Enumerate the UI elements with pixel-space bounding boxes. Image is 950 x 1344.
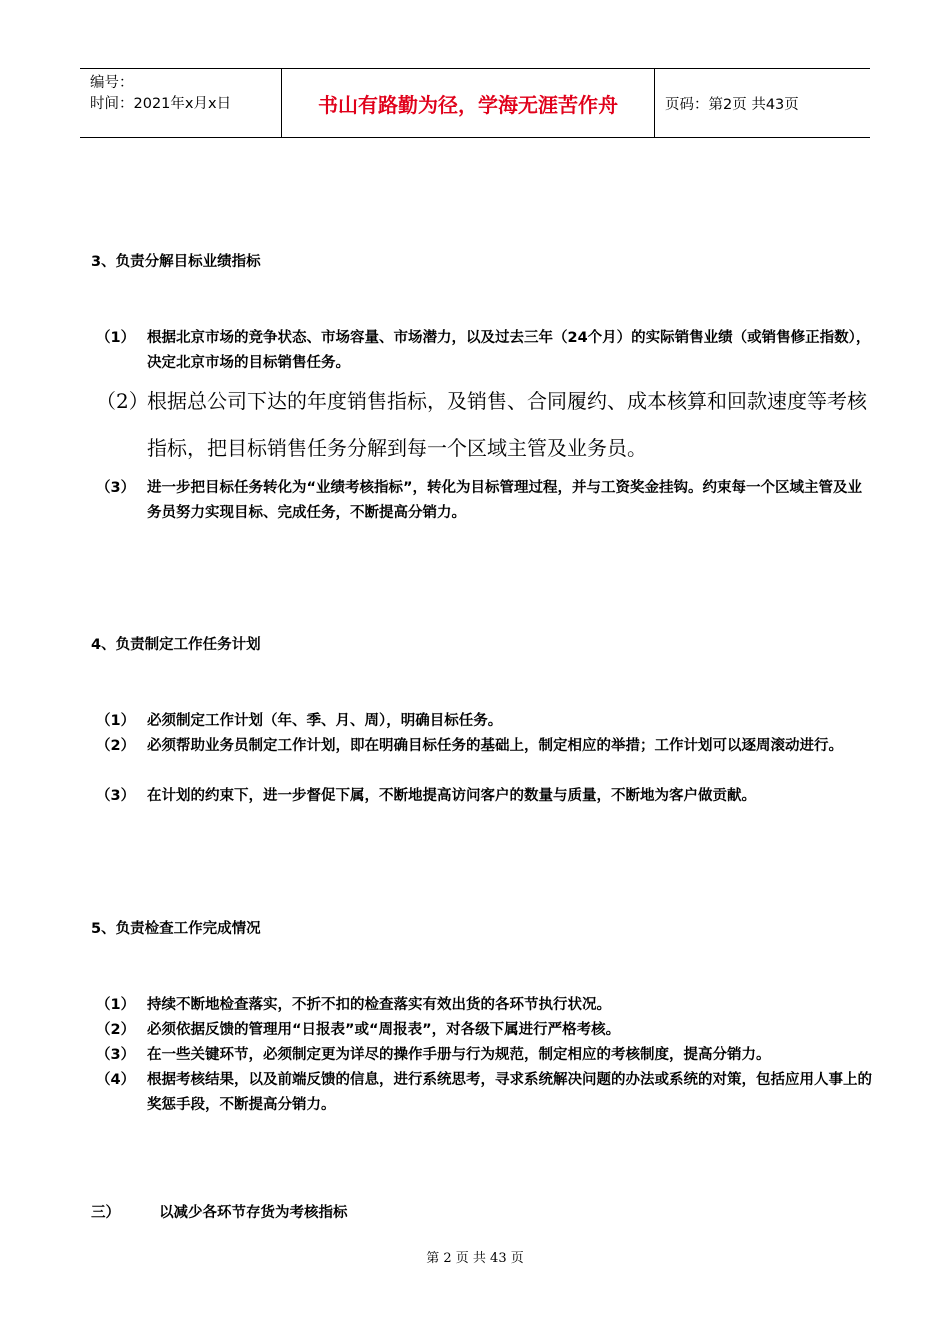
item-number: （2） [96,1022,136,1038]
list-item [96,1068,876,1118]
item-number: （1） [96,713,136,729]
page-header [80,68,870,138]
section-title: 5、负责检查工作完成情况 [91,921,261,937]
header-page-info: 页码：第2页 共43页 [665,96,799,113]
item-number: （1） [96,330,136,346]
header-time: 时间：2021年x月x日 [90,96,232,112]
item-number: （3） [96,788,136,804]
item-number: （3） [96,480,136,496]
header-meta [80,69,281,137]
section-number: 三） [91,1205,120,1221]
item-text: 必须帮助业务员制定工作计划，即在明确目标任务的基础上，制定相应的举措；工作计划可以逐周滚动进行。 [147,738,843,754]
page-footer: 第 2 页 共 43 页 [426,1251,524,1266]
list-item [96,326,876,376]
list-item [96,734,876,759]
header-number: 编号： [90,75,134,91]
list-item [96,1018,876,1043]
list-item [96,378,876,472]
item-text: 进一步把目标任务转化为“业绩考核指标”，转化为目标管理过程，并与工资奖金挂钩。约束每一个区域主管及业务员努力实现目标、完成任务，不断提高分销力。 [147,480,863,521]
item-text: 必须依据反馈的管理用“日报表”或“周报表”，对各级下属进行严格考核。 [147,1022,621,1038]
section-heading-three [91,1201,348,1222]
list-item [96,784,876,809]
item-text: 根据考核结果，以及前端反馈的信息，进行系统思考，寻求系统解决问题的办法或系统的对策，包括应用人事上的奖惩手段，不断提高分销力。 [147,1072,872,1113]
section-heading-text: 以减少各环节存货为考核指标 [159,1205,348,1221]
item-number: （1） [96,997,136,1013]
item-text: 在计划的约束下，进一步督促下属，不断地提高访问客户的数量与质量，不断地为客户做贡献。 [147,788,756,804]
section-title: 4、负责制定工作任务计划 [91,637,261,653]
list-item [96,476,876,526]
item-text: 根据北京市场的竞争状态、市场容量、市场潜力，以及过去三年（24个月）的实际销售业绩（或销售修正指数），决定北京市场的目标销售任务。 [147,330,871,371]
item-text: 在一些关键环节，必须制定更为详尽的操作手册与行为规范，制定相应的考核制度，提高分销力。 [147,1047,771,1063]
item-text: 持续不断地检查落实，不折不扣的检查落实有效出货的各环节执行状况。 [147,997,611,1013]
list-item [96,993,876,1018]
item-number: （4） [96,1072,136,1088]
item-number: （2） [96,738,136,754]
item-text: 必须制定工作计划（年、季、月、周），明确目标任务。 [147,713,503,729]
item-text: 根据总公司下达的年度销售指标，及销售、合同履约、成本核算和回款速度等考核指标，把目标销售任务分解到每一个区域主管及业务员。 [147,389,867,460]
list-item [96,1043,876,1068]
item-number: （2） [96,389,149,413]
list-item [96,709,876,734]
header-motto: 书山有路勤为径，学海无涯苦作舟 [281,69,655,137]
item-number: （3） [96,1047,136,1063]
section-title: 3、负责分解目标业绩指标 [91,254,261,270]
